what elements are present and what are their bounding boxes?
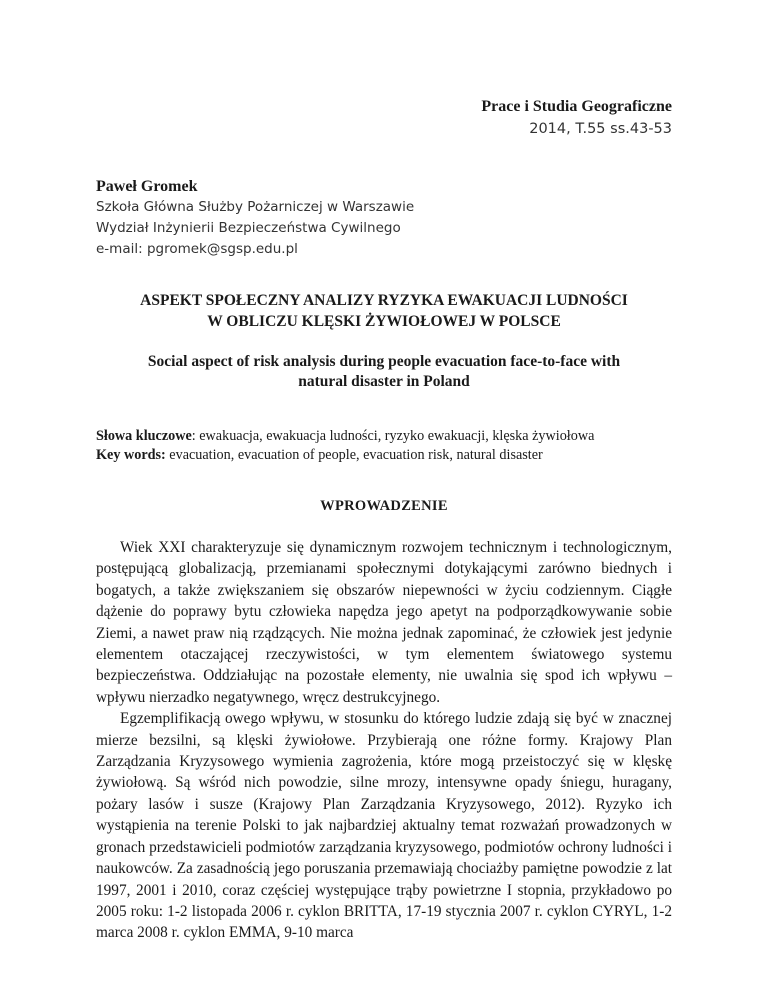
journal-name: Prace i Studia Geograficzne [481,98,672,115]
title-polish-line-2: W OBLICZU KLĘSKI ŻYWIOŁOWEJ W POLSCE [207,313,561,330]
affiliation-faculty: Wydział Inżynierii Bezpieczeństwa Cywilnego [96,220,401,236]
title-english-line-1: Social aspect of risk analysis during people evacuation face-to-face with [147,353,621,370]
keywords-polish-values: : ewakuacja, ewakuacja ludności, ryzyko ewakuacji, klęska żywiołowa [191,428,595,444]
keywords-english-label: Key words: [96,447,166,463]
paragraph-2: Egzemplifikacją owego wpływu, w stosunku do którego ludzie zdają się być w znacznej mierze bezsilni, są klęski żywiołowe. Przybierają one różne formy. Krajowy Plan Zarządzania Kryzysowego wymienia zagrożenia, które mogą przeistoczyć się w klęskę żywiołową. Są wśród nich powodzie, silne mrozy, intensywne opady śniegu, huragany, pożary lasów i susze (Krajowy Plan Zarządzania Kryzysowego, 2012). Ryzyko ich wystąpienia na terenie Polski to jak najbardziej aktualny temat rozważań prowadzonych w gronach przedstawicieli podmiotów zarządzania kryzysowego, podmiotów ochrony ludności i naukowców. Za zasadnością jego poruszania przemawiają chociażby pamiętne powodzie z lat 1997, 2001 i 2010, coraz częściej występujące trąby powietrzne I stopnia, przykładowo po 2005 roku: 1-2 listopada 2006 r. cyklon BRITTA, 17-19 stycznia 2007 r. cyklon CYRYL, 1-2 marca 2008 r. cyklon EMMA, 9-10 marca [96,710,672,942]
keywords-polish [96,427,696,446]
affiliation-university: Szkoła Główna Służby Pożarniczej w Warszawie [96,199,415,215]
keywords-english-values: evacuation, evacuation of people, evacuation risk, natural disaster [165,447,543,463]
title-polish [96,290,672,332]
keywords-english [96,446,696,465]
journal-reference: 2014, T.55 ss.43-53 [529,121,672,137]
title-english [96,352,672,392]
body-text [96,537,672,944]
paragraph-1: Wiek XXI charakteryzuje się dynamicznym rozwojem technicznym i technologicznym, postępującą globalizacją, przemianami społecznymi dotykającymi zarówno biednych i bogatych, a także zwiększaniem się obszarów niepewności w życiu codziennym. Ciągłe dążenie do poprawy bytu człowieka napędza jego apetyt na podporządkowywanie sobie Ziemi, a nawet praw nią rządzących. Nie można jednak zapominać, że człowiek jest jedynie elementem otaczającej rzeczywistości, w tym elementem światowego systemu bezpieczeństwa. Oddziałując na pozostałe elementy, nie uwalnia się spod ich wpływu – wpływu nierzadko negatywnego, wręcz destrukcyjnego. [96,539,672,706]
journal-header [481,96,672,140]
section-heading: WPROWADZENIE [320,498,448,514]
keywords-polish-label: Słowa kluczowe [96,428,192,444]
author-email: e-mail: pgromek@sgsp.edu.pl [96,241,298,257]
title-english-line-2: natural disaster in Poland [298,373,470,390]
title-polish-line-1: ASPEKT SPOŁECZNY ANALIZY RYZYKA EWAKUACJI LUDNOŚCI [140,292,628,309]
keywords-block [96,427,696,465]
author-block [96,176,414,260]
author-name: Paweł Gromek [96,178,198,195]
